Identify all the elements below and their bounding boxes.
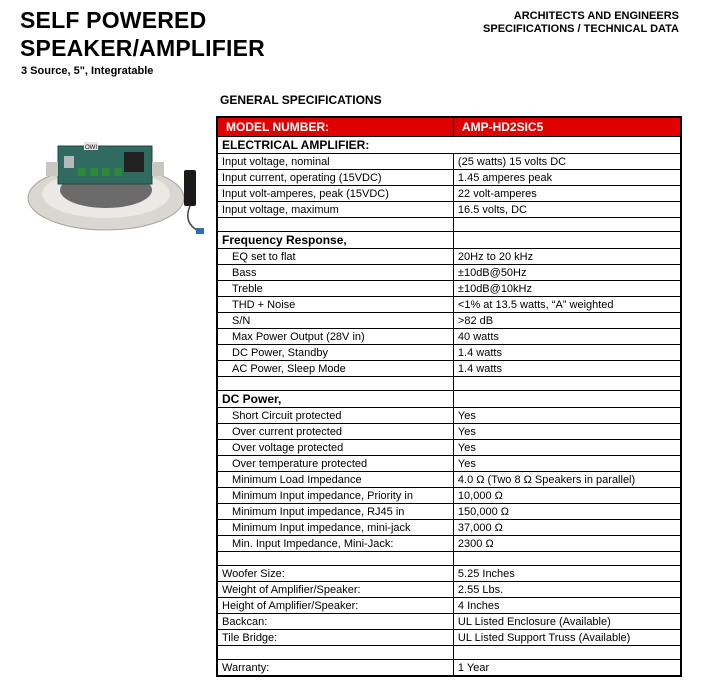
speaker-product-photo — [24, 120, 214, 240]
spec-value: 4.0 Ω (Two 8 Ω Speakers in parallel) — [453, 472, 681, 488]
model-value: AMP-HD2SIC5 — [453, 117, 681, 137]
table-row — [217, 440, 681, 456]
table-row — [217, 472, 681, 488]
model-label: MODEL NUMBER: — [217, 117, 453, 137]
spec-label: Minimum Input impedance, RJ45 in — [217, 504, 453, 520]
spec-label: THD + Noise — [217, 297, 453, 313]
model-row — [217, 117, 681, 137]
table-row — [217, 313, 681, 329]
spec-label: Weight of Amplifier/Speaker: — [217, 582, 453, 598]
spec-value: <1% at 13.5 watts, “A” weighted — [453, 297, 681, 313]
spec-value: 5.25 Inches — [453, 566, 681, 582]
table-row — [217, 424, 681, 440]
table-row — [217, 154, 681, 170]
title-line-2: SPEAKER/AMPLIFIER — [20, 35, 265, 61]
section-header-row — [217, 391, 681, 408]
table-row — [217, 281, 681, 297]
spec-value: 20Hz to 20 kHz — [453, 249, 681, 265]
table-row — [217, 520, 681, 536]
frequency-heading: Frequency Response, — [217, 232, 453, 249]
section-header-row — [217, 137, 681, 154]
spec-value: 1.4 watts — [453, 361, 681, 377]
spec-label: Over voltage protected — [217, 440, 453, 456]
warranty-label: Warranty: — [217, 660, 453, 677]
spec-value: 150,000 Ω — [453, 504, 681, 520]
spec-label: Short Circuit protected — [217, 408, 453, 424]
table-row — [217, 186, 681, 202]
spec-value: Yes — [453, 456, 681, 472]
spec-value: 1.4 watts — [453, 345, 681, 361]
header-right-line-1: ARCHITECTS AND ENGINEERS — [513, 10, 679, 22]
spec-value: >82 dB — [453, 313, 681, 329]
spec-value: Yes — [453, 408, 681, 424]
header-right — [483, 10, 679, 36]
table-row — [217, 329, 681, 345]
table-row — [217, 249, 681, 265]
spec-label: Min. Input Impedance, Mini-Jack: — [217, 536, 453, 552]
spec-label: Input voltage, nominal — [217, 154, 453, 170]
spec-value: 2.55 Lbs. — [453, 582, 681, 598]
spec-label: Tile Bridge: — [217, 630, 453, 646]
blank-row — [217, 218, 681, 232]
table-row — [217, 504, 681, 520]
table-row — [217, 582, 681, 598]
table-row — [217, 297, 681, 313]
table-row — [217, 345, 681, 361]
spec-value: ±10dB@50Hz — [453, 265, 681, 281]
table-row — [217, 598, 681, 614]
spec-value: 37,000 Ω — [453, 520, 681, 536]
spec-label: Input current, operating (15VDC) — [217, 170, 453, 186]
table-row — [217, 566, 681, 582]
section-title: GENERAL SPECIFICATIONS — [220, 93, 382, 107]
spec-label: Max Power Output (28V in) — [217, 329, 453, 345]
blank-row — [217, 377, 681, 391]
dc-power-heading: DC Power, — [217, 391, 453, 408]
spec-value: (25 watts) 15 volts DC — [453, 154, 681, 170]
spec-value: 2300 Ω — [453, 536, 681, 552]
spec-label: Minimum Input impedance, mini-jack — [217, 520, 453, 536]
spec-value: UL Listed Support Truss (Available) — [453, 630, 681, 646]
spec-label: Minimum Input impedance, Priority in — [217, 488, 453, 504]
table-row — [217, 408, 681, 424]
header-right-line-2: SPECIFICATIONS / TECHNICAL DATA — [483, 23, 679, 35]
warranty-value: 1 Year — [453, 660, 681, 677]
spec-label: Bass — [217, 265, 453, 281]
spec-table — [216, 116, 682, 677]
spec-value: 1.45 amperes peak — [453, 170, 681, 186]
blank-row — [217, 552, 681, 566]
spec-value: UL Listed Enclosure (Available) — [453, 614, 681, 630]
table-row — [217, 488, 681, 504]
spec-label: Woofer Size: — [217, 566, 453, 582]
spec-label: Treble — [217, 281, 453, 297]
photo-logo: OWI — [85, 145, 97, 151]
spec-label: Over current protected — [217, 424, 453, 440]
spec-label: S/N — [217, 313, 453, 329]
spec-value: 10,000 Ω — [453, 488, 681, 504]
table-row — [217, 361, 681, 377]
spec-label: Backcan: — [217, 614, 453, 630]
table-row — [217, 456, 681, 472]
spec-label: DC Power, Standby — [217, 345, 453, 361]
spec-label: Height of Amplifier/Speaker: — [217, 598, 453, 614]
document-title — [20, 6, 265, 62]
spec-value: Yes — [453, 424, 681, 440]
table-row — [217, 536, 681, 552]
spec-value: 22 volt-amperes — [453, 186, 681, 202]
table-row — [217, 630, 681, 646]
spec-label: AC Power, Sleep Mode — [217, 361, 453, 377]
table-row — [217, 202, 681, 218]
spec-label: Minimum Load Impedance — [217, 472, 453, 488]
spec-value: 40 watts — [453, 329, 681, 345]
spec-label: Input voltage, maximum — [217, 202, 453, 218]
spec-label: EQ set to flat — [217, 249, 453, 265]
table-row — [217, 614, 681, 630]
warranty-row — [217, 660, 681, 677]
table-row — [217, 170, 681, 186]
spec-label: Over temperature protected — [217, 456, 453, 472]
blank-row — [217, 646, 681, 660]
spec-value: 16.5 volts, DC — [453, 202, 681, 218]
subtitle: 3 Source, 5", Integratable — [21, 65, 154, 77]
spec-value: Yes — [453, 440, 681, 456]
spec-value: ±10dB@10kHz — [453, 281, 681, 297]
spec-label: Input volt-amperes, peak (15VDC) — [217, 186, 453, 202]
section-header-row — [217, 232, 681, 249]
spec-value: 4 Inches — [453, 598, 681, 614]
electrical-heading: ELECTRICAL AMPLIFIER: — [217, 137, 681, 154]
table-row — [217, 265, 681, 281]
title-line-1: SELF POWERED — [20, 7, 207, 33]
